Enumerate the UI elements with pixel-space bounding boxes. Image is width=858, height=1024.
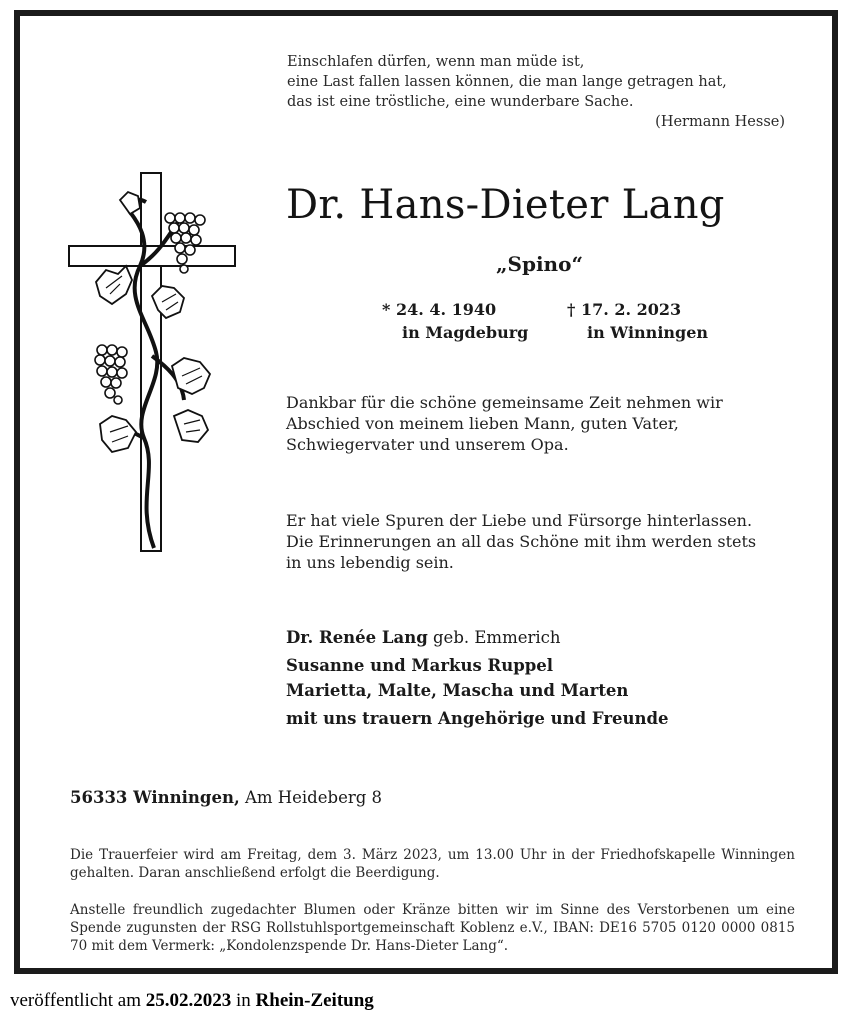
publication-date: 25.02.2023 xyxy=(145,990,232,1011)
birth-place: in Magdeburg xyxy=(402,323,529,342)
birth-date: * 24. 4. 1940 xyxy=(382,300,497,319)
farewell-paragraph xyxy=(286,392,806,455)
epigraph-quote xyxy=(287,52,797,132)
memories-paragraph xyxy=(286,510,806,573)
mourner-line: Susanne und Markus Ruppel xyxy=(286,656,554,675)
family-address xyxy=(70,788,382,807)
footer-middle: in xyxy=(231,990,256,1011)
birth-info xyxy=(382,298,528,344)
death-place: in Winningen xyxy=(587,323,709,342)
paragraph-line: Er hat viele Spuren der Liebe und Fürsorge hinterlassen. xyxy=(286,511,753,530)
quote-line: eine Last fallen lassen können, die man lange getragen hat, xyxy=(287,74,727,90)
donation-note: Anstelle freundlich zugedachter Blumen oder Kränze bitten wir im Sinne des Verstorbenen um eine Spende zugunsten der RSG Rollstuhlsportgemeinschaft Koblenz e.V., IBAN: DE16 5705 0120 0000 0815 70 mit dem Vermerk: „Kondolenzspende Dr. Hans-Dieter Lang“. xyxy=(70,902,795,954)
deceased-name: Dr. Hans-Dieter Lang xyxy=(286,182,725,228)
quote-line: das ist eine tröstliche, eine wunderbare Sache. xyxy=(287,94,634,110)
quote-source: (Hermann Hesse) xyxy=(655,114,785,130)
death-date: † 17. 2. 2023 xyxy=(567,300,682,319)
death-info xyxy=(567,298,708,344)
mourner-line: mit uns trauern Angehörige und Freunde xyxy=(286,709,669,728)
paragraph-line: Die Erinnerungen an all das Schöne mit ihm werden stets xyxy=(286,532,757,551)
paragraph-line: Dankbar für die schöne gemeinsame Zeit nehmen wir xyxy=(286,393,723,412)
widow-name: Dr. Renée Lang xyxy=(286,628,428,647)
address-city: 56333 Winningen, xyxy=(70,788,240,807)
address-street: Am Heideberg 8 xyxy=(239,788,383,807)
widow-line xyxy=(286,625,806,650)
quote-line: Einschlafen dürfen, wenn man müde ist, xyxy=(287,54,585,70)
funeral-note: Die Trauerfeier wird am Freitag, dem 3. März 2023, um 13.00 Uhr in der Friedhofskapelle Winningen gehalten. Daran anschließend erfolgt die Beerdigung. xyxy=(70,847,795,881)
paragraph-line: Schwiegervater und unserem Opa. xyxy=(286,435,569,454)
deceased-nickname: „Spino“ xyxy=(496,252,583,276)
publication-footer xyxy=(10,990,374,1012)
paragraph-line: Abschied von meinem lieben Mann, guten Vater, xyxy=(286,414,679,433)
widow-maiden-name: geb. Emmerich xyxy=(427,628,561,647)
cross-with-vine-icon xyxy=(66,170,238,555)
mourners-list xyxy=(286,625,806,731)
paragraph-line: in uns lebendig sein. xyxy=(286,553,454,572)
footer-prefix: veröffentlicht am xyxy=(10,990,146,1011)
newspaper-name: Rhein-Zeitung xyxy=(255,990,374,1011)
mourner-line: Marietta, Malte, Mascha und Marten xyxy=(286,681,629,700)
